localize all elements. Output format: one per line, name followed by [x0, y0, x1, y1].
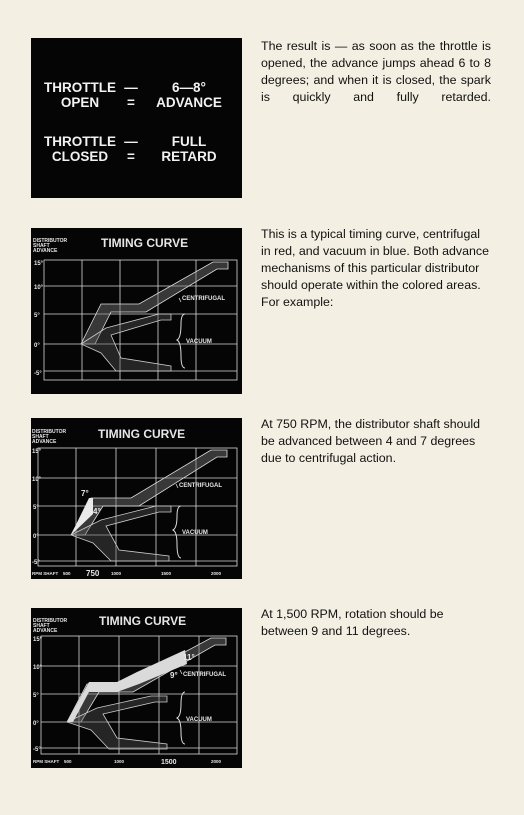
paragraph-3: At 750 RPM, the distributor shaft should be advanced between 4 and 7 degrees due to centrifugal action. [261, 417, 481, 465]
chart-1-ytick-m5: -5° [34, 371, 42, 377]
chart-2-svg [31, 418, 242, 579]
chart-1-ytick-0: 0° [34, 343, 40, 349]
timing-curve-chart-2 [31, 418, 242, 579]
chart-3-xtick-1500: 1500 [161, 759, 177, 766]
chart-1-svg [31, 228, 242, 394]
advance-label [143, 80, 235, 110]
chart-1-vacuum-label: VACUUM [186, 339, 212, 345]
chart-2-centrifugal-band [71, 450, 227, 535]
chart-2-ylabel-2: SHAFT [32, 434, 49, 440]
chart-2-centrifugal-pointer [176, 484, 178, 488]
chart-3-xtick-1000: 1000 [114, 759, 125, 764]
chart-1-ytick-15: 15° [34, 261, 44, 267]
chart-3-ylabel-2: SHAFT [33, 623, 50, 629]
throttle-open-line1: THROTTLE [44, 80, 116, 95]
chart-1-ytick-10: 10° [34, 285, 44, 291]
paragraph-2: This is a typical timing curve, centrifugal in red, and vacuum in blue. Both advance mechanisms of this particular distributor should operate within the colored areas. For example: [261, 227, 489, 309]
chart-2-xtick-2000: 2000 [211, 571, 222, 576]
throttle-closed-label [39, 134, 121, 164]
chart-3-xtick-2000: 2000 [211, 759, 222, 764]
chart-2-ylabel-1: DISTRIBUTOR [32, 429, 67, 435]
throttle-closed-line1: THROTTLE [44, 134, 116, 149]
throttle-open-label [39, 80, 121, 110]
paragraph-4 [261, 606, 491, 640]
chart-3-vacuum-brace [177, 692, 185, 744]
chart-3-grid [41, 636, 237, 754]
chart-1-centrifugal-label: CENTRIFUGAL [182, 296, 225, 302]
chart-2-ytick-10: 10° [32, 477, 42, 483]
chart-1-centrifugal-pointer [179, 298, 181, 302]
chart-3-xtick-500: 500 [64, 759, 72, 764]
chart-2-xtick-1000: 1000 [111, 571, 122, 576]
chart-3-ylabel-3: ADVANCE [33, 628, 58, 634]
retard-word: RETARD [161, 149, 217, 164]
chart-2-vacuum-brace [173, 506, 181, 558]
chart-3-centrifugal-pointer [180, 670, 182, 674]
chart-2-xtick-1500: 1500 [161, 571, 172, 576]
chart-3-title: TIMING CURVE [99, 614, 187, 628]
chart-2-xtick-500: 500 [63, 571, 71, 576]
chart-2-highlight-7: 7° [81, 489, 89, 498]
chart-2-ylabel-3: ADVANCE [32, 439, 57, 445]
chart-2-xtick-rpm: RPM SHAFT [32, 571, 59, 576]
chart-3-centrifugal-label: CENTRIFUGAL [183, 672, 226, 678]
throttle-closed-line2: CLOSED [51, 149, 109, 164]
chart-3-xtick-rpm: RPM SHAFT [33, 759, 60, 764]
paragraph-1: The result is — as soon as the throttle is opened, the advance jumps ahead 6 to 8 degrees; and when it is closed, the spark is quickly and fully retarded. [261, 39, 491, 104]
row1-equals [119, 80, 143, 110]
row1-dash-top: — [124, 80, 138, 95]
chart-3-ylabel-1: DISTRIBUTOR [33, 618, 68, 624]
chart-1-ylabel-1: DISTRIBUTOR [33, 238, 68, 244]
paragraph-4-text: At 1,500 RPM, rotation should be between 9 and 11 degrees. [261, 607, 444, 638]
chart-2-xtick-750: 750 [86, 569, 100, 578]
chart-3-ytick-15: 15° [33, 637, 43, 643]
chart-3-highlight-9: 9° [170, 671, 178, 680]
row2-dash-top: — [124, 134, 138, 149]
advance-degrees: 6—8° [172, 80, 206, 95]
throttle-panel [31, 38, 242, 198]
throttle-open-line2: OPEN [60, 95, 100, 110]
chart-1-ylabel-2: SHAFT [33, 243, 50, 249]
advance-word: ADVANCE [156, 95, 222, 110]
chart-2-vacuum-label: VACUUM [182, 530, 208, 536]
chart-1-ytick-5: 5° [34, 313, 40, 319]
timing-curve-chart-3 [31, 608, 242, 768]
chart-2-ytick-5: 5° [33, 505, 39, 511]
row1-dash-bottom: = [127, 95, 135, 110]
row2-equals [119, 134, 143, 164]
chart-2-ytick-m5: -5° [32, 560, 40, 566]
chart-2-highlight-4: 4° [93, 507, 101, 516]
chart-3-ytick-0: 0° [33, 721, 39, 727]
retard-full: FULL [171, 134, 207, 149]
chart-3-ytick-10: 10° [33, 665, 43, 671]
chart-3-highlight-11: 11° [183, 653, 195, 662]
chart-3-vacuum-label: VACUUM [186, 717, 212, 723]
chart-3-ytick-5: 5° [33, 693, 39, 699]
chart-2-ytick-15: 15° [32, 449, 42, 455]
timing-curve-chart-1 [31, 228, 242, 394]
row2-dash-bottom: = [127, 149, 135, 164]
chart-1-vacuum-brace [177, 314, 185, 368]
chart-2-title: TIMING CURVE [98, 427, 186, 441]
chart-2-grid [38, 448, 237, 566]
chart-2-centrifugal-label: CENTRIFUGAL [179, 483, 222, 489]
chart-2-ytick-0: 0° [33, 534, 39, 540]
chart-3-svg [31, 608, 242, 768]
chart-1-ylabel-3: ADVANCE [33, 248, 58, 254]
retard-label [143, 134, 235, 164]
chart-1-title: TIMING CURVE [101, 236, 189, 250]
chart-3-ytick-m5: -5° [33, 747, 41, 753]
